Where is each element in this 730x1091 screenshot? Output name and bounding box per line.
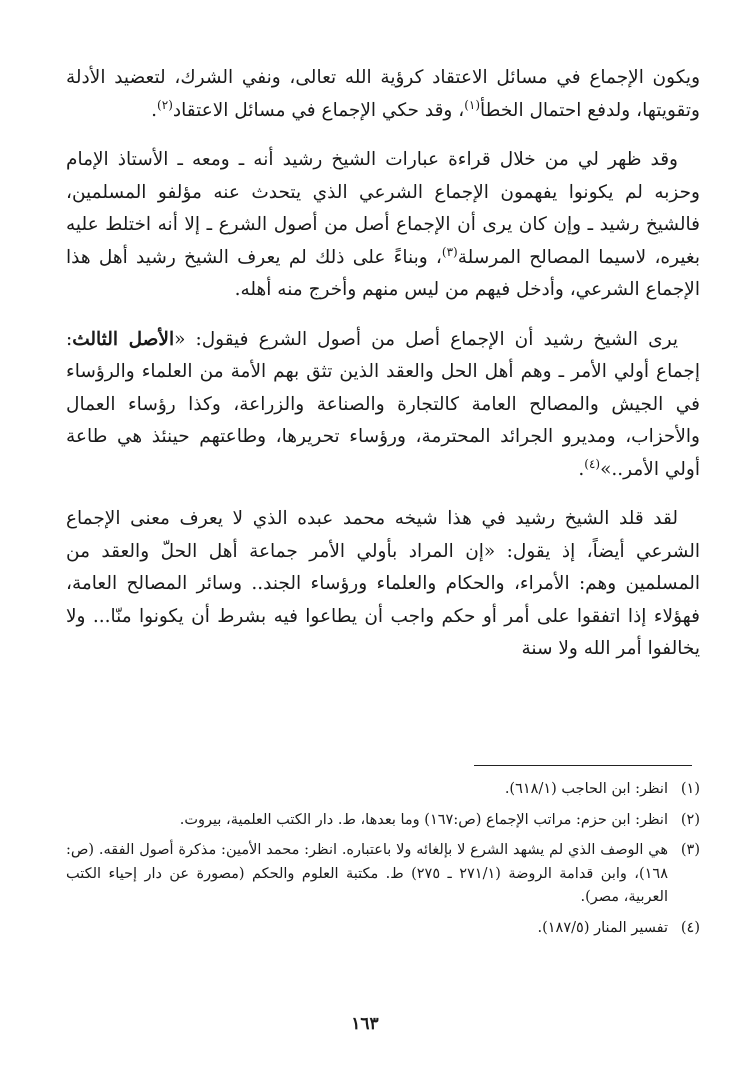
footnote-3 (66, 839, 700, 910)
footnote-text: هي الوصف الذي لم يشهد الشرع لا بإلغائه ولا باعتباره. انظر: محمد الأمين: مذكرة أصول الفقه. (ص: ١٦٨)، وابن قدامة الروضة (٢٧١/١ ـ ٢٧٥) ط. مكتبة العلوم والحكم (مصورة عن دار إحياء الكتب العربية، مصر). (66, 842, 668, 905)
footnote-text: انظر: ابن حزم: مراتب الإجماع (ص:١٦٧) وما بعدها، ط. دار الكتب العلمية، بيروت. (179, 811, 668, 828)
footnote-number: (٤) (680, 919, 700, 936)
paragraph-1: ويكون الإجماع في مسائل الاعتقاد كرؤية الله تعالى، ونفي الشرك، لتعضيد الأدلة وتقويتها، ولدفع احتمال الخطأ$^{(١)}$، وقد حكي الإجماع في مسائل الاعتقاد$^{(٢)}$. (66, 67, 700, 121)
footnote-number: (٣) (680, 842, 700, 858)
footnote-number: (٢) (680, 811, 700, 828)
footnote-divider (474, 765, 692, 766)
paragraph-3: يرى الشيخ رشيد أن الإجماع أصل من أصول الشرع فيقول: «الأصل الثالث: إجماع أولي الأمر ـ وهم أهل الحل والعقد الذين تثق بهم الأمة من العلماء والرؤساء في الجيش والمصالح العامة كالتجارة والصناعة والزراعة، وكذا رؤساء العمال والأحزاب، ومديرو الجرائد المحترمة، ورؤساء تحريرها، وطاعتهم حينئذ هي طاعة أولي الأمر..»$^{(٤)}$. (66, 328, 700, 480)
footnote-ref-2[interactable]: (٢) (157, 97, 173, 112)
bold-heading: الأصل الثالث (72, 328, 175, 350)
footnote-ref-1[interactable]: (١) (464, 97, 481, 112)
footnote-text: انظر: ابن الحاجب (٦١٨/١). (504, 781, 668, 797)
footnote-number: (١) (680, 781, 700, 797)
footnote-ref-4[interactable]: (٤) (584, 456, 601, 471)
main-text (66, 62, 700, 683)
footnotes (66, 778, 700, 947)
footnote-ref-3[interactable]: (٣) (441, 244, 458, 259)
footnote-2 (66, 809, 700, 833)
footnote-4 (66, 917, 700, 941)
paragraph-4: لقد قلد الشيخ رشيد في هذا شيخه محمد عبده الذي لا يعرف معنى الإجماع الشرعي أيضاً، إذ يقول: «إن المراد بأولي الأمر جماعة أهل الحلّ والعقد من المسلمين وهم: الأمراء، والحكام والعلماء ورؤساء الجند.. وسائر المصالح العامة، فهؤلاء إذا اتفقوا على أمر أو حكم واجب أن يطاعوا فيه بشرط أن يكونوا منّا... ولا يخالفوا أمر الله ولا سنة (66, 508, 700, 659)
page-number: ١٦٣ (351, 1014, 379, 1034)
paragraph-2: وقد ظهر لي من خلال قراءة عبارات الشيخ رشيد أنه ـ ومعه ـ الأستاذ الإمام وحزبه لم يكونوا يفهمون الإجماع الشرعي الذي يتحدث عنه مؤلفو المسلمين، فالشيخ رشيد ـ وإن كان يرى أن الإجماع أصل من أصول الشرع ـ إلا أنه اختلط عليه بغيره، لاسيما المصالح المرسلة$^{(٣)}$، وبناءً على ذلك لم يعرف الشيخ رشيد أهل هذا الإجماع الشرعي، وأدخل فيهم من ليس منهم وأخرج منه أهله. (66, 149, 700, 300)
footnote-text: تفسير المنار (١٨٧/٥). (537, 919, 668, 936)
footnote-1 (66, 778, 700, 802)
